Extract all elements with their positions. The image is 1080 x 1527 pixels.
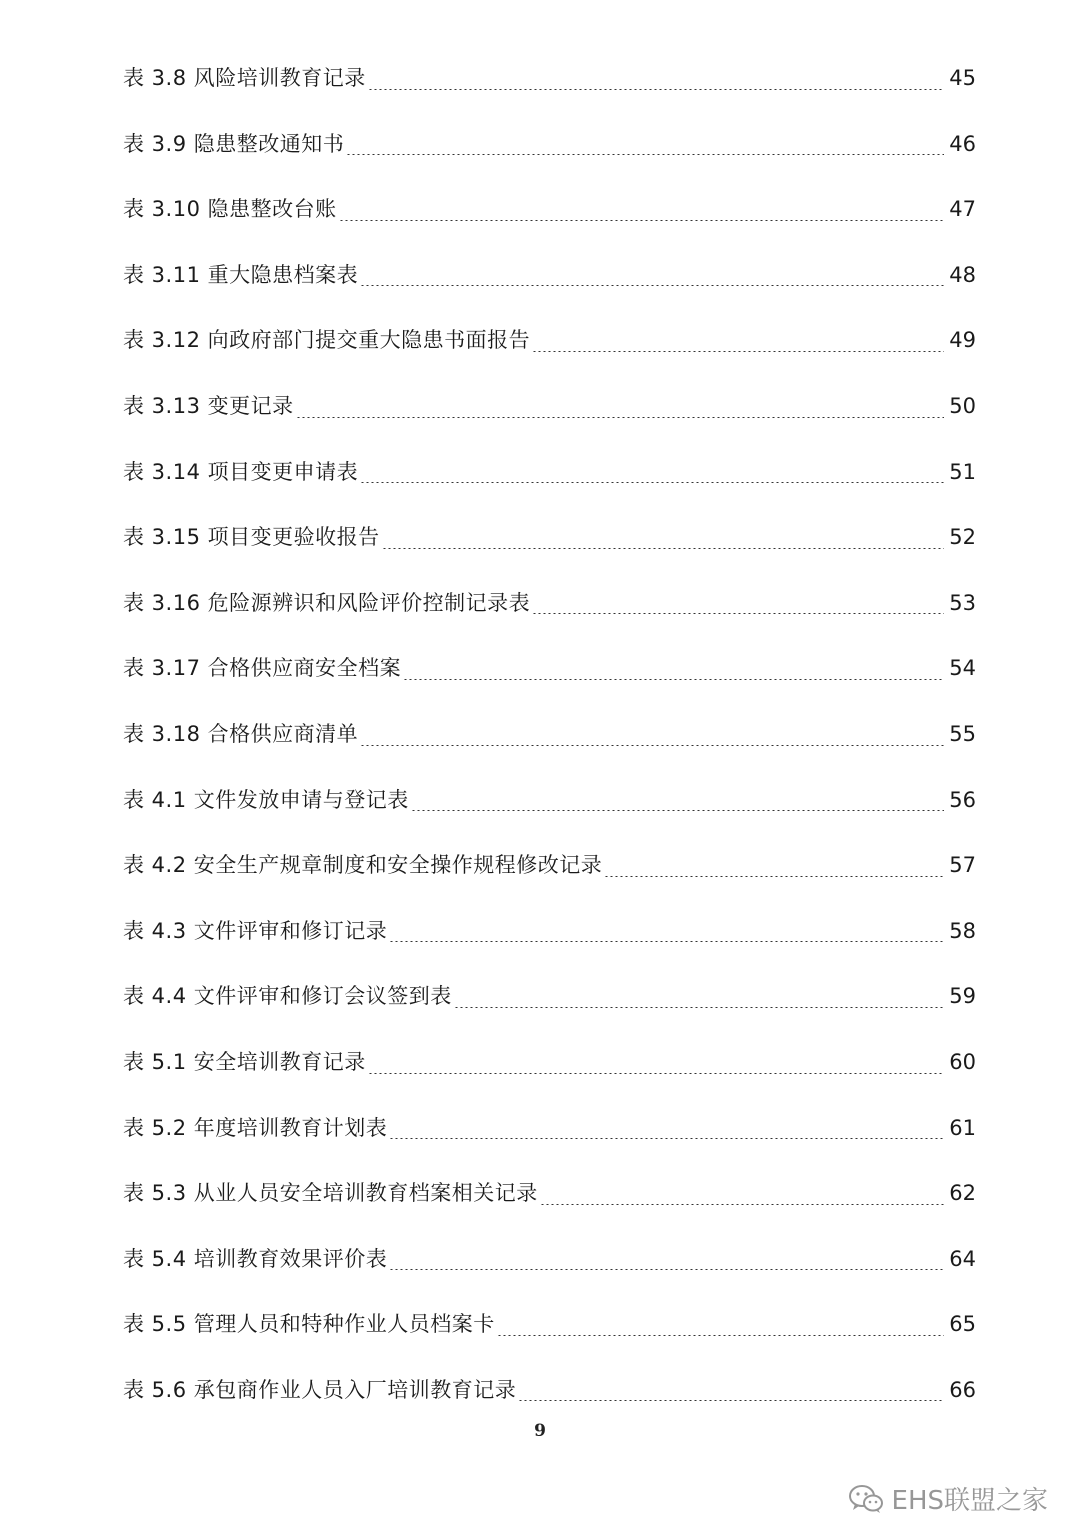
- toc-entry-label: 表 3.9 隐患整改通知书: [123, 131, 345, 156]
- toc-entry-label: 表 3.17 合格供应商安全档案: [123, 656, 402, 681]
- dot-leader: [497, 1335, 944, 1336]
- toc-entry-label: 表 5.4 培训教育效果评价表: [123, 1246, 388, 1271]
- watermark-text: EHS联盟之家: [891, 1486, 1048, 1516]
- toc-entry-page: 61: [949, 1115, 976, 1140]
- dot-leader: [382, 548, 944, 549]
- table-of-contents: [123, 46, 976, 1423]
- toc-entry-page: 55: [949, 721, 976, 746]
- dot-leader: [532, 613, 944, 614]
- toc-entry[interactable]: [123, 505, 976, 571]
- toc-entry-label: 表 4.4 文件评审和修订会议签到表: [123, 984, 452, 1009]
- dot-leader: [368, 1073, 944, 1074]
- dot-leader: [604, 876, 944, 877]
- toc-entry[interactable]: [123, 112, 976, 178]
- toc-entry-page: 50: [949, 393, 976, 418]
- dot-leader: [360, 482, 944, 483]
- toc-entry-page: 56: [949, 787, 976, 812]
- toc-entry-page: 51: [949, 459, 976, 484]
- dot-leader: [368, 89, 944, 90]
- toc-entry-page: 60: [949, 1049, 976, 1074]
- toc-entry-page: 49: [949, 328, 976, 353]
- dot-leader: [403, 679, 944, 680]
- toc-entry[interactable]: [123, 1227, 976, 1293]
- toc-entry[interactable]: [123, 964, 976, 1030]
- toc-entry-page: 62: [949, 1181, 976, 1206]
- toc-entry[interactable]: [123, 1161, 976, 1227]
- toc-entry-label: 表 4.3 文件评审和修订记录: [123, 918, 388, 943]
- toc-entry[interactable]: [123, 1358, 976, 1424]
- wechat-icon: [848, 1484, 884, 1514]
- toc-entry-page: 45: [949, 66, 976, 90]
- toc-entry[interactable]: [123, 1292, 976, 1358]
- toc-entry-label: 表 5.6 承包商作业人员入厂培训教育记录: [123, 1377, 517, 1402]
- toc-entry[interactable]: [123, 308, 976, 374]
- toc-entry[interactable]: [123, 243, 976, 309]
- toc-entry-label: 表 3.8 风险培训教育记录: [123, 66, 366, 90]
- toc-entry-label: 表 5.3 从业人员安全培训教育档案相关记录: [123, 1181, 538, 1206]
- toc-entry[interactable]: [123, 571, 976, 637]
- toc-entry-label: 表 3.16 危险源辨识和风险评价控制记录表: [123, 590, 531, 615]
- dot-leader: [296, 417, 944, 418]
- dot-leader: [411, 810, 944, 811]
- watermark: [848, 1480, 1048, 1517]
- toc-entry-page: 66: [949, 1377, 976, 1402]
- toc-entry-page: 53: [949, 590, 976, 615]
- toc-entry-label: 表 3.13 变更记录: [123, 393, 294, 418]
- toc-entry-label: 表 3.11 重大隐患档案表: [123, 262, 359, 287]
- toc-entry-page: 48: [949, 262, 976, 287]
- toc-entry-page: 46: [949, 131, 976, 156]
- toc-entry[interactable]: [123, 1030, 976, 1096]
- dot-leader: [360, 285, 944, 286]
- toc-entry[interactable]: [123, 899, 976, 965]
- dot-leader: [454, 1007, 944, 1008]
- dot-leader: [389, 1269, 944, 1270]
- toc-entry[interactable]: [123, 768, 976, 834]
- toc-entry[interactable]: [123, 440, 976, 506]
- toc-entry-page: 65: [949, 1312, 976, 1337]
- dot-leader: [346, 154, 944, 155]
- dot-leader: [389, 1138, 944, 1139]
- toc-entry-page: 59: [949, 984, 976, 1009]
- toc-entry-label: 表 3.10 隐患整改台账: [123, 197, 337, 222]
- dot-leader: [532, 351, 944, 352]
- toc-entry-label: 表 3.12 向政府部门提交重大隐患书面报告: [123, 328, 531, 353]
- toc-entry-page: 58: [949, 918, 976, 943]
- toc-entry[interactable]: [123, 374, 976, 440]
- toc-entry-label: 表 3.14 项目变更申请表: [123, 459, 359, 484]
- page-number: 9: [534, 1421, 546, 1441]
- toc-entry-page: 57: [949, 853, 976, 878]
- toc-entry-label: 表 4.2 安全生产规章制度和安全操作规程修改记录: [123, 853, 603, 878]
- toc-entry-label: 表 3.15 项目变更验收报告: [123, 525, 380, 550]
- toc-entry-label: 表 3.18 合格供应商清单: [123, 721, 359, 746]
- dot-leader: [518, 1400, 944, 1401]
- toc-entry[interactable]: [123, 636, 976, 702]
- toc-entry-page: 54: [949, 656, 976, 681]
- dot-leader: [540, 1204, 944, 1205]
- toc-entry-page: 64: [949, 1246, 976, 1271]
- toc-entry-label: 表 5.5 管理人员和特种作业人员档案卡: [123, 1312, 495, 1337]
- toc-entry-page: 52: [949, 525, 976, 550]
- dot-leader: [389, 941, 944, 942]
- toc-entry[interactable]: [123, 702, 976, 768]
- toc-entry-page: 47: [949, 197, 976, 222]
- dot-leader: [360, 745, 944, 746]
- toc-entry[interactable]: [123, 46, 976, 112]
- toc-entry[interactable]: [123, 177, 976, 243]
- toc-entry-label: 表 5.2 年度培训教育计划表: [123, 1115, 388, 1140]
- dot-leader: [339, 220, 944, 221]
- toc-entry[interactable]: [123, 1096, 976, 1162]
- toc-entry[interactable]: [123, 833, 976, 899]
- toc-entry-label: 表 4.1 文件发放申请与登记表: [123, 787, 409, 812]
- toc-entry-label: 表 5.1 安全培训教育记录: [123, 1049, 366, 1074]
